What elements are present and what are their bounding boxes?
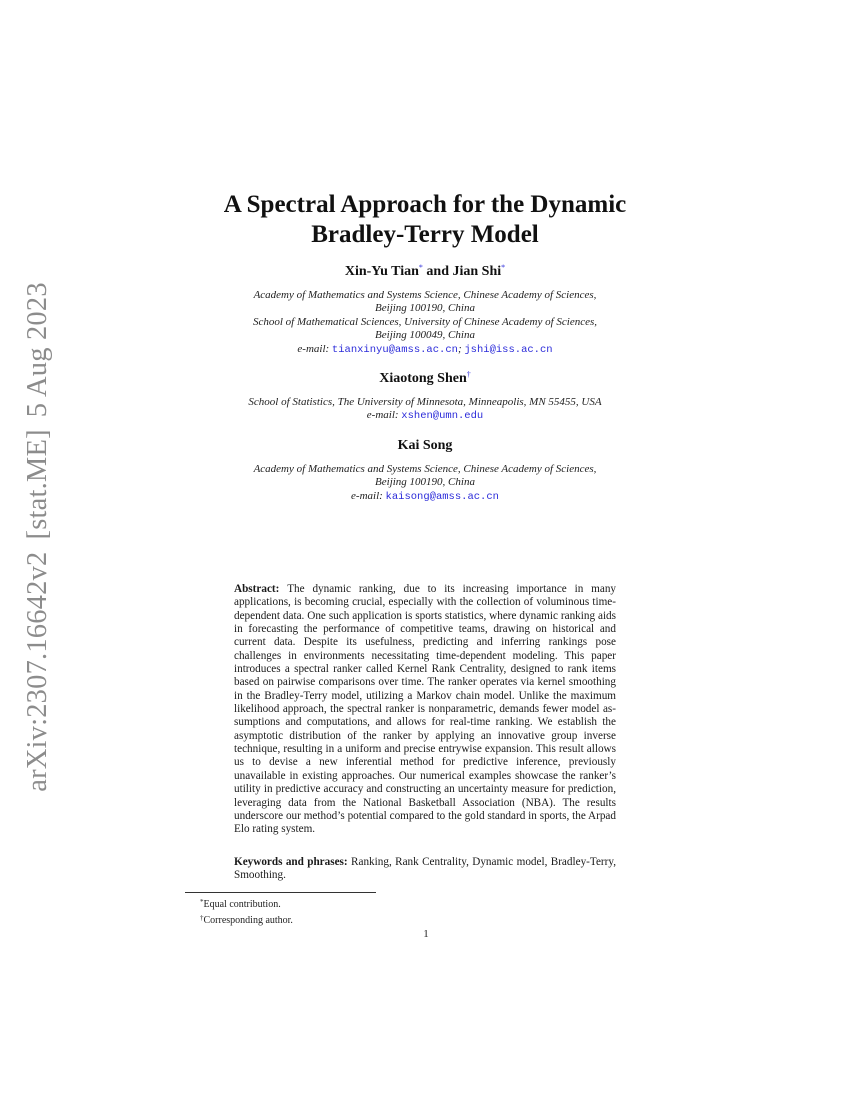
footnote-equal-contribution [200,896,293,912]
email-line [0,490,850,504]
footnotes [200,896,293,927]
author-group-2 [0,370,850,387]
affiliation-line: School of Mathematical Sciences, University of Chinese Academy of Sciences, [252,315,598,328]
author-name: Jian Shi [452,264,502,279]
footnote-mark: † [200,913,204,922]
author-group-3 [0,438,850,454]
keywords-text: Ranking, Rank Centrality, Dynamic model, Bradley-Terry, Smoothing. [234,856,617,882]
footnote-corresponding-author [200,912,293,928]
affiliation-line: Beijing 100190, China [375,476,475,489]
arxiv-watermark [22,282,54,792]
abstract-text: The dynamic ranking, due to its increasing importance in many applications, is becoming crucial, especially with the collection of voluminous time-dependent data. One such application is sports statistics, where dynamic ranking aids in forecasting the performance of competitive teams, drawing on historical and current data. Despite its usefulness, predicting and inferring rankings pose challenges in environments necessitating time-dependent modeling. This paper introduces a spectral ranker called Kernel Rank Centrality, designed to rank items based on pairwise comparisons over time. The ranker operates via kernel smoothing in the Bradley-Terry model, utilizing a Markov chain model. Unlike the maximum likelihood approach, the spectral ranker is nonparametric, demands fewer model assumptions and computations, and allows for real-time ranking. We establish the asymptotic distribution of the ranker by applying an innovative group inverse technique, resulting in a uniform and precise entrywise expansion. This result allows us to devise a new inferential method for predictive inference, previously unavailable in existing approaches. Our numerical examples showcase the ranker’s utility in predictive accuracy and constructing an uncertainty measure for prediction, leveraging data from the National Basketball Association (NBA). The results underscore our method’s potential compared to the gold standard in sports, the Arpad Elo rating system. [234,583,617,836]
email-label: e-mail: [366,409,399,422]
arxiv-id: arXiv:2307.16642v2 [22,551,53,792]
footnote-text: Corresponding author. [203,914,293,926]
corresponding-author-mark[interactable]: † [466,370,471,379]
email-link[interactable]: jshi@iss.ac.cn [464,343,553,356]
author-group-1 [0,263,850,280]
author-name: Xiaotong Shen [379,371,467,386]
affiliation-line: Beijing 100190, China [375,302,475,315]
keywords-label: Keywords and phrases: [234,856,348,868]
affiliation-block-2 [0,396,850,424]
affiliation-line: Academy of Mathematics and Systems Science, Chinese Academy of Sciences, [253,289,597,301]
author-connector: and [426,264,449,279]
email-label: e-mail: [351,489,383,502]
footnote-mark: * [200,898,204,906]
author-name: Xin-Yu Tian [344,264,419,279]
author-name: Kai Song [397,438,453,453]
email-label: e-mail: [297,342,330,355]
paper-title [0,190,850,250]
abstract [234,583,616,837]
page-number: 1 [423,928,429,940]
affiliation-block-1 [0,289,850,357]
arxiv-category: [stat.ME] [22,429,53,540]
email-link[interactable]: tianxinyu@amss.ac.cn [331,343,458,356]
equal-contribution-mark[interactable]: * [501,263,506,272]
email-link[interactable]: xshen@umn.edu [401,410,484,423]
affiliation-line: Beijing 100049, China [375,329,475,342]
affiliation-line: School of Statistics, The University of Minnesota, Minneapolis, MN 55455, USA [248,396,602,408]
email-link[interactable]: kaisong@amss.ac.cn [385,490,499,503]
affiliation-line: Academy of Mathematics and Systems Science, Chinese Academy of Sciences, [253,463,597,475]
keywords [234,856,616,883]
footnote-text: Equal contribution. [203,899,281,910]
arxiv-date: 5 Aug 2023 [22,282,53,418]
email-line [0,409,850,423]
equal-contribution-mark[interactable]: * [418,263,423,272]
email-separator: ; [457,342,462,355]
title-line-1: A Spectral Approach for the Dynamic [223,191,627,218]
abstract-label: Abstract: [234,583,280,595]
email-line [0,343,850,357]
footnote-rule [185,892,376,893]
affiliation-block-3 [0,463,850,504]
title-line-2: Bradley-Terry Model [311,221,539,248]
